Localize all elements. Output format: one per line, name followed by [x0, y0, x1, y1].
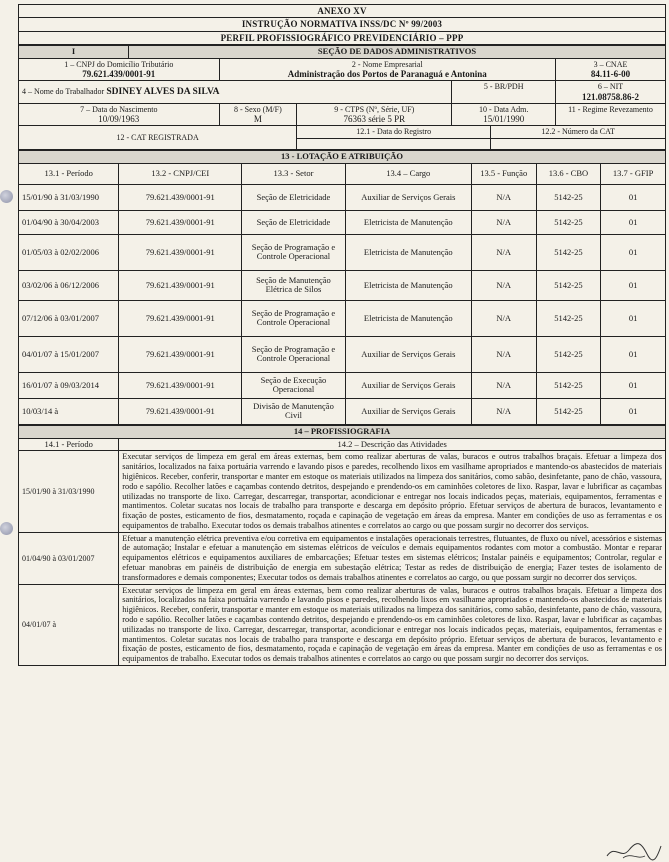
row-cbo: 5142-25 — [536, 398, 601, 424]
admissao-label: 10 - Data Adm. — [479, 104, 529, 114]
trabalhador-label: 4 – Nome do Trabalhador — [22, 86, 105, 96]
atividade-periodo: 04/01/07 à — [19, 584, 119, 665]
col-gfip: 13.7 - GFIP — [601, 163, 666, 184]
profissiografia-section — [18, 425, 666, 666]
row-cnpj: 79.621.439/0001-91 — [119, 184, 242, 210]
br-pdh-cell — [452, 81, 556, 104]
row-cbo: 5142-25 — [536, 372, 601, 398]
row-cnpj: 79.621.439/0001-91 — [119, 234, 242, 270]
row-cbo: 5142-25 — [536, 336, 601, 372]
table-row — [19, 184, 666, 210]
row-cargo: Eletricista de Manutenção — [345, 270, 471, 300]
row-gfip: 01 — [601, 210, 666, 234]
cnae-value: 84.11-6-00 — [590, 68, 631, 79]
br-pdh-label: 5 - BR/PDH — [483, 82, 524, 92]
row-setor: Seção de Programação e Controle Operacional — [242, 336, 346, 372]
atividade-descricao: Executar serviços de limpeza em geral em áreas externas, bem como realizar aberturas de valas, buracos e outros trabalhos braçais. Efetuar a limpeza dos sanitários, localizados na faixa portuária varrendo e lavando pisos e paredes, recolhendo lixos em vasilhame apropriados e mantendo-os abastecidos de materiais higiênicos. Receber, conferir, transportar e manter em estoque os materiais utilizados na limpeza dos sanitários, como sabão, desinfetante, pano de chão, vassoura, rodo e sapólio. Recolher latões e caçambas contendo detritos, despejando e prendendo-os em caminhões coletores de lixo. Raspar, lavar e lubrificar as caçambas utilizadas no transporte de lixo. Carregar, descarregar, transportar, acondicionar e entregar nos locais indicados peças, materiais, equipamentos, ferramentas e mantimentos. Coletar sucatas nos locais de trabalho para transporte e descarga em depósito próprio. Efetuar serviços de abertura de buracos, levantamento e fixação de postes, esticamento de fios, desmatamento, roçada e capinação de vegetação em áreas da empresa. Manter em condições de uso as ferramentas e os equipamentos de trabalho. Executar todos os demais trabalhos atinentes e correlatos ao cargo ou que possam surgir no decorrer dos serviços. — [119, 451, 666, 532]
row-cbo: 5142-25 — [536, 234, 601, 270]
section-number: I — [19, 46, 129, 59]
row-cargo: Auxiliar de Serviços Gerais — [345, 398, 471, 424]
empresa-value: Administração dos Portos de Paranaguá e Antonina — [287, 68, 487, 79]
empresa-label: 2 - Nome Empresarial — [351, 59, 423, 69]
row-cnpj: 79.621.439/0001-91 — [119, 270, 242, 300]
admissao-cell — [452, 103, 556, 126]
cat-numero-cell — [491, 126, 666, 139]
row-cargo: Eletricista de Manutenção — [345, 300, 471, 336]
row-periodo: 16/01/07 à 09/03/2014 — [19, 372, 119, 398]
list-item — [19, 451, 666, 532]
handwritten-signature — [603, 840, 663, 862]
lotacao-header-row — [19, 163, 666, 184]
cat-registrada-label: 12 - CAT REGISTRADA — [116, 132, 199, 142]
row-periodo: 03/02/06 à 06/12/2006 — [19, 270, 119, 300]
row-periodo: 07/12/06 à 03/01/2007 — [19, 300, 119, 336]
row-periodo: 04/01/07 à 15/01/2007 — [19, 336, 119, 372]
row-cargo: Auxiliar de Serviços Gerais — [345, 372, 471, 398]
table-row — [19, 210, 666, 234]
atividade-descricao: Efetuar a manutenção elétrica preventiva e/ou corretiva em equipamentos e instalações operacionais terrestres, flutuantes, de fluxo ou nível, acessórios e sistemas de automação; Instalar e efetuar a manutenção em sistemas elétricos de veículos e demais equipamentos rodantes com motor a combustão. Montar e reparar equipamentos elétricos e equipamentos auxiliares de embarcações; Efetuar testes em sistemas elétricos; Instalar painéis e equipamentos; Controlar, regular e efetuar manobras em painéis de distribuição de energia em subestação elétrica; Testar as redes de distribuição de energia; Fazer testes de isolamento de transformadores e demais componentes; Executar todos os demais trabalhos atinentes e correlatos ao cargo, ou que possam surgir no decorrer dos serviços. — [119, 532, 666, 584]
atividade-periodo: 15/01/90 à 31/03/1990 — [19, 451, 119, 532]
row-gfip: 01 — [601, 270, 666, 300]
cat-numero-label: 12.2 - Número da CAT — [541, 127, 615, 137]
table-row — [19, 336, 666, 372]
col-periodo-14: 14.1 - Período — [19, 438, 119, 451]
col-cbo: 13.6 - CBO — [536, 163, 601, 184]
cat-data-registro-value — [297, 139, 491, 150]
trabalhador-value: SDINEY ALVES DA SILVA — [106, 86, 220, 97]
row-cargo: Auxiliar de Serviços Gerais — [345, 336, 471, 372]
row-periodo: 15/01/90 à 31/03/1990 — [19, 184, 119, 210]
row-funcao: N/A — [471, 270, 536, 300]
sexo-label: 8 - Sexo (M/F) — [233, 104, 282, 114]
nascimento-cell — [19, 103, 220, 126]
cnpj-value: 79.621.439/0001-91 — [82, 68, 156, 79]
cat-numero-value — [491, 139, 666, 150]
col-setor: 13.3 - Setor — [242, 163, 346, 184]
punch-hole-bottom — [0, 522, 13, 535]
col-cargo: 13.4 – Cargo — [345, 163, 471, 184]
lotacao-title: 13 - LOTAÇÃO E ATRIBUIÇÃO — [19, 151, 666, 164]
row-setor: Seção de Programação e Controle Operacional — [242, 300, 346, 336]
profissiografia-title: 14 – PROFISSIOGRAFIA — [19, 425, 666, 438]
nascimento-value: 10/09/1963 — [98, 114, 140, 125]
sexo-value: M — [253, 114, 262, 125]
row-funcao: N/A — [471, 234, 536, 270]
row-funcao: N/A — [471, 398, 536, 424]
table-row — [19, 234, 666, 270]
ctps-label: 9 - CTPS (Nº, Série, UF) — [334, 104, 415, 114]
trabalhador-cell — [19, 81, 452, 104]
row-cbo: 5142-25 — [536, 270, 601, 300]
row-gfip: 01 — [601, 336, 666, 372]
profissiografia-header-row — [19, 438, 666, 451]
document-header — [18, 4, 666, 45]
row-cargo: Eletricista de Manutenção — [345, 234, 471, 270]
cat-registrada-cell — [19, 126, 297, 150]
empresa-cell — [219, 58, 555, 81]
row-funcao: N/A — [471, 336, 536, 372]
row-gfip: 01 — [601, 300, 666, 336]
revezamento-cell — [555, 103, 665, 126]
row-periodo: 01/05/03 à 02/02/2006 — [19, 234, 119, 270]
row-gfip: 01 — [601, 372, 666, 398]
col-funcao: 13.5 - Função — [471, 163, 536, 184]
nit-label: 6 – NIT — [597, 82, 624, 92]
nascimento-label: 7 – Data do Nascimento — [80, 104, 158, 114]
row-cnpj: 79.621.439/0001-91 — [119, 336, 242, 372]
atividade-descricao: Executar serviços de limpeza em geral em áreas externas, bem como realizar aberturas de valas, buracos e outros trabalhos braçais. Efetuar a limpeza dos sanitários, localizados na faixa portuária varrendo e lavando pisos e paredes, recolhendo lixos em vasilhame apropriados e mantendo-os abastecidos de materiais higiênicos. Receber, conferir, transportar e manter em estoque os materiais utilizados na limpeza dos sanitários, como sabão, desinfetante, pano de chão, vassoura, rodo e sapólio. Recolher latões e caçambas contendo detritos, despejando e prendendo-os em caminhões coletores de lixo. Raspar, lavar e lubrificar as caçambas utilizadas no transporte de lixo. Carregar, descarregar, transportar, acondicionar e entregar nos locais indicados peças, materiais, equipamentos, ferramentas e mantimentos. Coletar sucatas nos locais de trabalho para transporte e descarga em depósito próprio. Efetuar serviços de abertura de buracos, levantamento e fixação de postes, esticamento de fios, desmatamento, roçada e capinação de vegetação em áreas da empresa. Manter em condições de uso as ferramentas e os equipamentos de trabalho. Executar todos os demais trabalhos atinentes e correlatos ao cargo ou que possam surgir no decorrer dos serviços. — [119, 584, 666, 665]
cat-data-registro-cell — [297, 126, 491, 139]
row-cbo: 5142-25 — [536, 300, 601, 336]
row-cargo: Auxiliar de Serviços Gerais — [345, 184, 471, 210]
row-funcao: N/A — [471, 300, 536, 336]
atividade-periodo: 01/04/90 à 03/01/2007 — [19, 532, 119, 584]
instrucao-title: INSTRUÇÃO NORMATIVA INSS/DC Nº 99/2003 — [19, 18, 666, 31]
table-row — [19, 300, 666, 336]
cnpj-cell — [19, 58, 220, 81]
row-setor: Divisão de Manutenção Civil — [242, 398, 346, 424]
col-descricao: 14.2 – Descrição das Atividades — [119, 438, 666, 451]
nit-cell — [555, 81, 665, 104]
row-periodo: 10/03/14 à — [19, 398, 119, 424]
row-periodo: 01/04/90 à 30/04/2003 — [19, 210, 119, 234]
row-setor: Seção de Eletricidade — [242, 210, 346, 234]
cnae-label: 3 – CNAE — [593, 59, 628, 69]
cat-data-registro-label: 12.1 - Data do Registro — [356, 127, 432, 137]
row-funcao: N/A — [471, 210, 536, 234]
cnpj-label: 1 – CNPJ do Domicílio Tributário — [64, 59, 174, 69]
administrative-section — [18, 45, 666, 150]
row-funcao: N/A — [471, 184, 536, 210]
row-setor: Seção de Eletricidade — [242, 184, 346, 210]
ppp-document — [18, 4, 666, 666]
col-periodo: 13.1 - Período — [19, 163, 119, 184]
row-gfip: 01 — [601, 398, 666, 424]
ctps-value: 76363 série 5 PR — [343, 114, 406, 125]
section-title: SEÇÃO DE DADOS ADMINISTRATIVOS — [128, 46, 665, 59]
cnae-cell — [555, 58, 665, 81]
row-setor: Seção de Programação e Controle Operacional — [242, 234, 346, 270]
row-cbo: 5142-25 — [536, 210, 601, 234]
lotacao-section — [18, 150, 666, 425]
list-item — [19, 532, 666, 584]
row-setor: Seção de Execução Operacional — [242, 372, 346, 398]
row-funcao: N/A — [471, 372, 536, 398]
punch-hole-top — [0, 190, 13, 203]
table-row — [19, 372, 666, 398]
row-cargo: Eletricista de Manutenção — [345, 210, 471, 234]
row-cbo: 5142-25 — [536, 184, 601, 210]
admissao-value: 15/01/1990 — [483, 114, 525, 125]
revezamento-label: 11 - Regime Revezamento — [568, 104, 653, 114]
row-cnpj: 79.621.439/0001-91 — [119, 372, 242, 398]
table-row — [19, 398, 666, 424]
sexo-cell — [219, 103, 297, 126]
row-cnpj: 79.621.439/0001-91 — [119, 398, 242, 424]
row-cnpj: 79.621.439/0001-91 — [119, 300, 242, 336]
row-setor: Seção de Manutenção Elétrica de Silos — [242, 270, 346, 300]
row-gfip: 01 — [601, 234, 666, 270]
row-gfip: 01 — [601, 184, 666, 210]
col-cnpj: 13.2 - CNPJ/CEI — [119, 163, 242, 184]
table-row — [19, 270, 666, 300]
ctps-cell — [297, 103, 452, 126]
row-cnpj: 79.621.439/0001-91 — [119, 210, 242, 234]
anexo-title: ANEXO XV — [19, 5, 666, 18]
nit-value: 121.08758.86-2 — [581, 91, 639, 102]
perfil-title: PERFIL PROFISSIOGRÁFICO PREVIDENCIÁRIO – PPP — [19, 31, 666, 44]
list-item — [19, 584, 666, 665]
